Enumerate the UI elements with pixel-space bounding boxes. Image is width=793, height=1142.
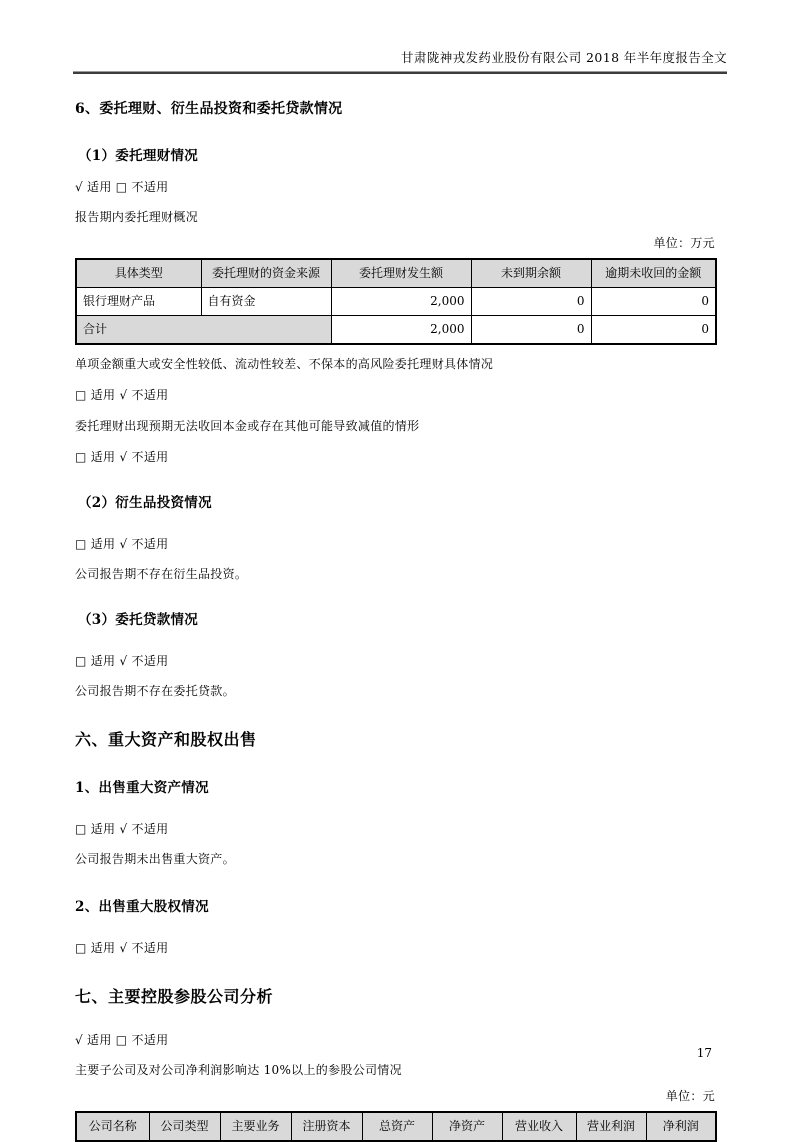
column-header: 未到期余额: [471, 259, 591, 288]
table-header-row: [76, 259, 716, 288]
report-title: 甘肃陇神戎发药业股份有限公司 2018 年半年度报告全文: [401, 50, 727, 65]
subsidiaries-table: [75, 1111, 717, 1142]
cell-amount: 2,000: [331, 288, 471, 316]
column-header: 营业收入: [502, 1112, 576, 1141]
loans-note: 公司报告期不存在委托贷款。: [75, 684, 235, 698]
section-six-heading: 六、重大资产和股权出售: [75, 730, 257, 749]
column-header: 公司类型: [149, 1112, 220, 1141]
applicability-line: □ 适用 √ 不适用: [75, 450, 169, 464]
cell-overdue: 0: [591, 288, 716, 316]
overview-label: 报告期内委托理财概况: [75, 210, 199, 224]
column-header: 营业利润: [576, 1112, 646, 1141]
column-header: 净资产: [432, 1112, 502, 1141]
major-equity-heading: 2、出售重大股权情况: [75, 899, 209, 915]
unit-label: 单位：万元: [653, 236, 715, 250]
header-rule: [73, 71, 727, 74]
applicability-line: √ 适用 □ 不适用: [75, 180, 169, 194]
column-header: 委托理财的资金来源: [201, 259, 331, 288]
high-risk-note: 单项金额重大或安全性较低、流动性较差、不保本的高风险委托理财具体情况: [75, 357, 494, 371]
cell-type: 银行理财产品: [76, 288, 201, 316]
cell-fund-source: 自有资金: [201, 288, 331, 316]
major-assets-note: 公司报告期未出售重大资产。: [75, 852, 235, 866]
column-header: 净利润: [646, 1112, 716, 1141]
total-amount: 2,000: [331, 316, 471, 345]
column-header: 公司名称: [76, 1112, 149, 1141]
total-overdue: 0: [591, 316, 716, 345]
derivatives-note: 公司报告期不存在衍生品投资。: [75, 567, 248, 581]
applicability-line: □ 适用 √ 不适用: [75, 941, 169, 955]
cell-outstanding: 0: [471, 288, 591, 316]
subsection-1-heading: （1）委托理财情况: [78, 148, 199, 164]
table-total-row: [76, 316, 716, 345]
applicability-line: √ 适用 □ 不适用: [75, 1033, 169, 1047]
total-outstanding: 0: [471, 316, 591, 345]
column-header: 注册资本: [291, 1112, 362, 1141]
major-assets-heading: 1、出售重大资产情况: [75, 780, 209, 796]
table-header-row: [76, 1112, 716, 1141]
column-header: 委托理财发生额: [331, 259, 471, 288]
column-header: 总资产: [362, 1112, 432, 1141]
column-header: 主要业务: [220, 1112, 291, 1141]
column-header: 具体类型: [76, 259, 201, 288]
document-header: [73, 0, 727, 74]
subsidiaries-note: 主要子公司及对公司净利润影响达 10%以上的参股公司情况: [75, 1063, 402, 1077]
page-content: [75, 98, 715, 1142]
table-row: [76, 288, 716, 316]
section-6-heading: 6、委托理财、衍生品投资和委托贷款情况: [75, 101, 343, 117]
impairment-note: 委托理财出现预期无法收回本金或存在其他可能导致减值的情形: [75, 419, 420, 433]
entrusted-wealth-table: [75, 258, 717, 345]
page-number: 17: [696, 1046, 712, 1060]
total-label: 合计: [76, 316, 331, 345]
subsection-3-heading: （3）委托贷款情况: [78, 612, 199, 628]
applicability-line: □ 适用 √ 不适用: [75, 388, 169, 402]
unit-label: 单位：元: [665, 1089, 715, 1103]
applicability-line: □ 适用 √ 不适用: [75, 654, 169, 668]
column-header: 逾期未收回的金额: [591, 259, 716, 288]
applicability-line: □ 适用 √ 不适用: [75, 537, 169, 551]
subsection-2-heading: （2）衍生品投资情况: [78, 495, 212, 511]
applicability-line: □ 适用 √ 不适用: [75, 822, 169, 836]
section-seven-heading: 七、主要控股参股公司分析: [75, 987, 274, 1006]
